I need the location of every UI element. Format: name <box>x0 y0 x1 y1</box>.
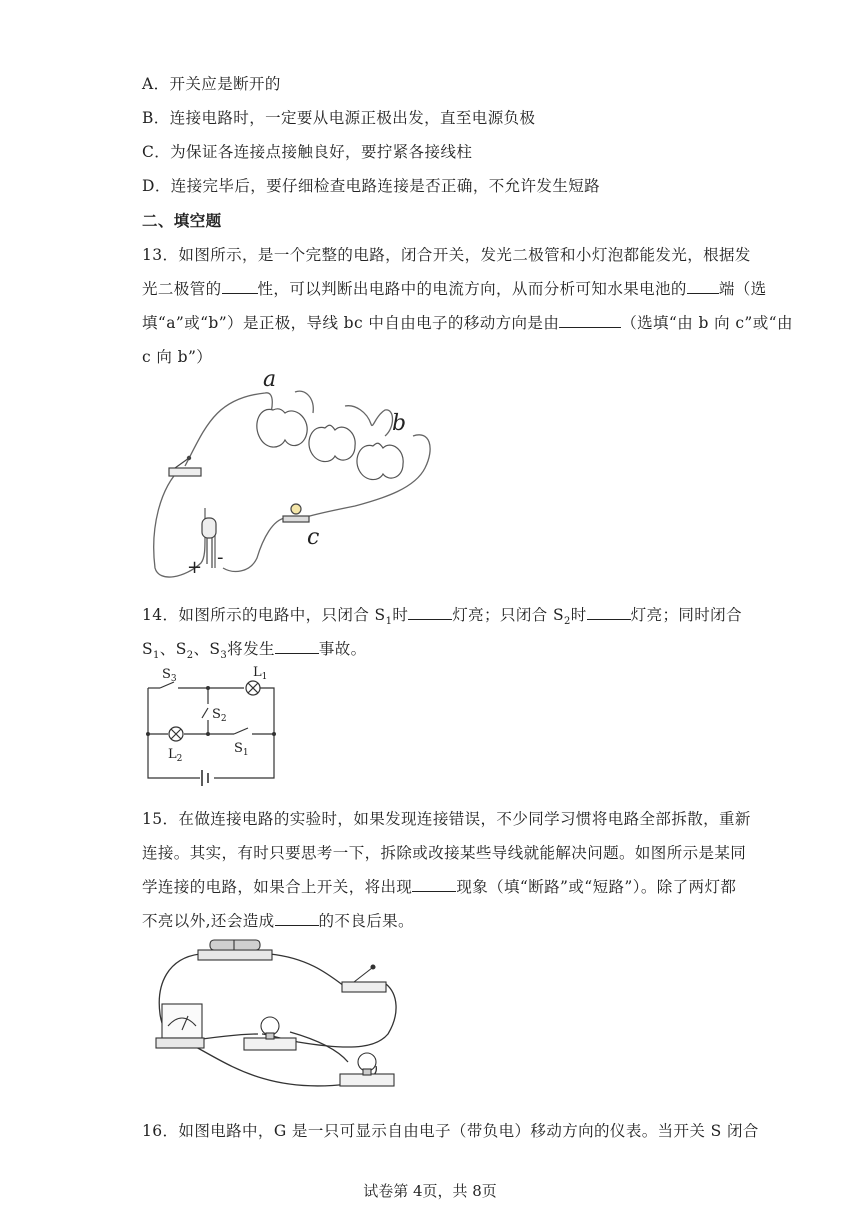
q15-line-4: 不亮以外,还会造成 的不良后果。 <box>142 912 414 930</box>
q15-line-2: 连接。其实，有时只要思考一下，拆除或改接某些导线就能解决问题。如图所示是某同 <box>142 844 747 862</box>
fig-minus-sign: - <box>217 547 224 568</box>
q14-blank-3[interactable] <box>275 639 319 654</box>
option-c: C．为保证各连接点接触良好，要拧紧各接线柱 <box>142 143 473 161</box>
switch-lamp-circuit-figure <box>140 666 290 790</box>
q14-blank-1[interactable] <box>408 605 452 620</box>
fruit-battery-circuit-figure <box>145 368 445 588</box>
option-b: B．连接电路时，一定要从电源正极出发，直至电源负极 <box>142 109 536 127</box>
q14-line-2: $S_1$、$S_2$、$S_3$将发生 事故。 <box>142 640 367 662</box>
q13-line-1: 13．如图所示，是一个完整的电路，闭合开关，发光二极管和小灯泡都能发光，根据发 <box>142 246 751 264</box>
q15-blank-2[interactable] <box>275 911 319 926</box>
fig-s1-label: $S_1$ <box>234 741 249 758</box>
page-footer: 试卷第 4页，共 8页 <box>363 1182 497 1200</box>
q13-line-2: 光二极管的 性，可以判断出电路中的电流方向，从而分析可知水果电池的 端（选 <box>142 280 767 298</box>
q14-line-1: 14．如图所示的电路中，只闭合 $S_1$时 灯亮；只闭合 $S_2$时 灯亮；同时闭合 <box>142 606 742 628</box>
fig-s3-label: $S_3$ <box>162 667 177 684</box>
section-heading: 二、填空题 <box>142 212 222 230</box>
q14-blank-2[interactable] <box>587 605 631 620</box>
q13-blank-2[interactable] <box>687 279 719 294</box>
apparatus-circuit-figure <box>148 934 418 1094</box>
q15-blank-1[interactable] <box>412 877 456 892</box>
q16-line-1: 16．如图电路中，G 是一只可显示自由电子（带负电）移动方向的仪表。当开关 S 闭合 <box>142 1122 759 1140</box>
q15-line-3: 学连接的电路，如果合上开关，将出现 现象（填“断路”或“短路”）。除了两灯都 <box>142 878 737 896</box>
fig-s2-label: $S_2$ <box>212 707 227 724</box>
fig-label-c: c <box>307 525 320 550</box>
q13-blank-1[interactable] <box>222 279 258 294</box>
option-d: D．连接完毕后，要仔细检查电路连接是否正确，不允许发生短路 <box>142 177 601 195</box>
fig-l2-label: $L_2$ <box>168 747 183 764</box>
option-a: A．开关应是断开的 <box>142 75 281 93</box>
q15-line-1: 15．在做连接电路的实验时，如果发现连接错误，不少同学习惯将电路全部拆散，重新 <box>142 810 751 828</box>
fig-label-b: b <box>392 411 407 436</box>
fig-plus-sign: + <box>187 557 203 578</box>
q13-line-3: 填“a”或“b”）是正极，导线 bc 中自由电子的移动方向是由 （选填“由 b 向 c”或“由 <box>142 314 793 332</box>
q13-line-4: c 向 b”） <box>142 348 213 366</box>
fig-l1-label: $L_1$ <box>253 666 268 682</box>
q13-blank-3[interactable] <box>559 313 621 328</box>
fig-label-a: a <box>263 368 277 392</box>
